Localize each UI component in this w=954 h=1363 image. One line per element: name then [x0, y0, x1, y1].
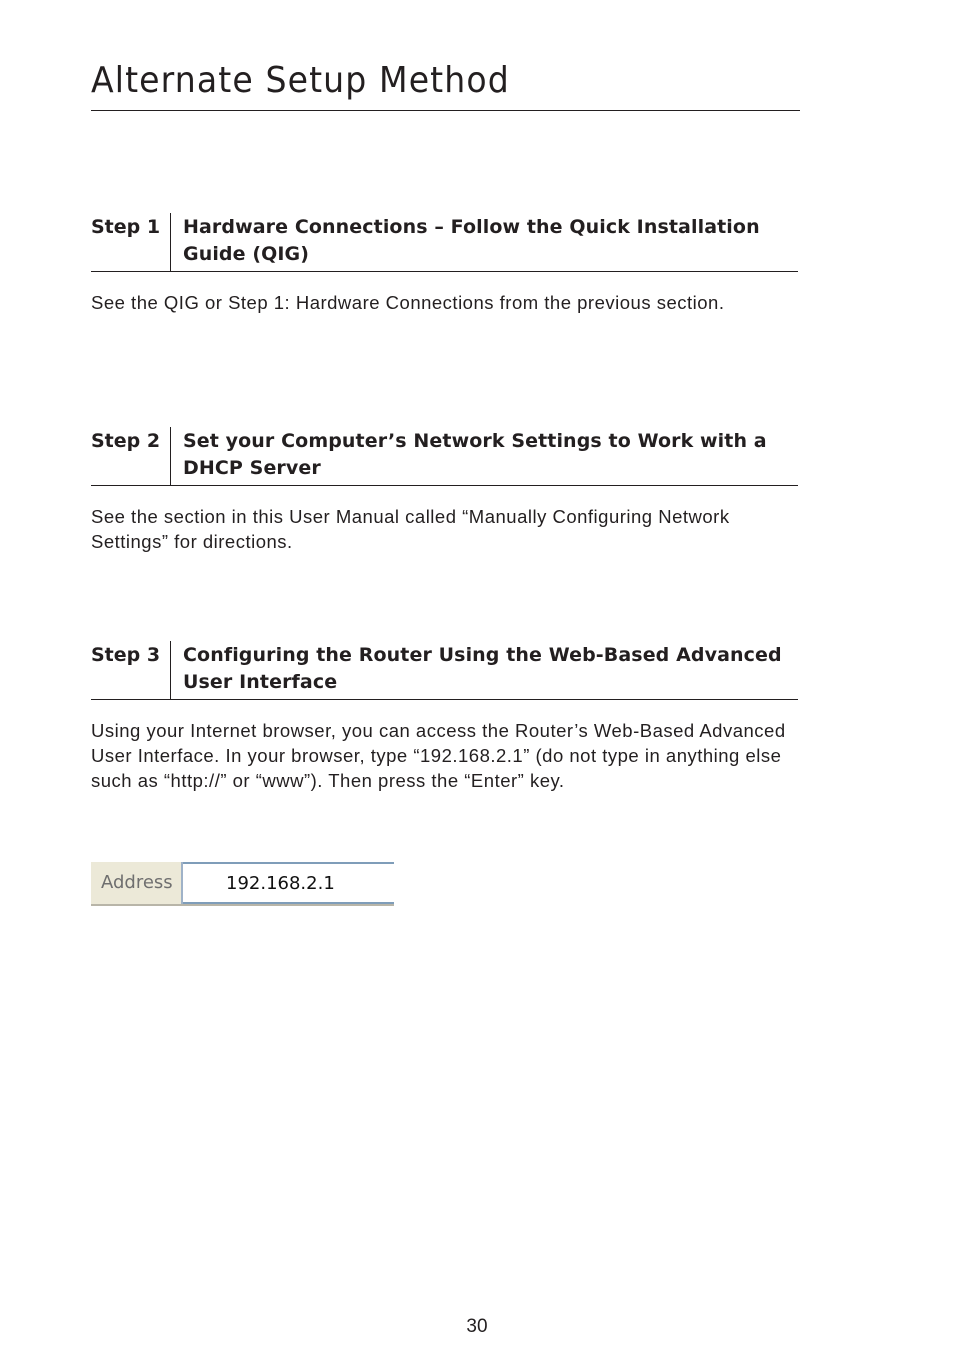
- step-1-body: See the QIG or Step 1: Hardware Connections from the previous section.: [91, 292, 725, 313]
- page-number: 30: [466, 1316, 488, 1337]
- step-3-body: Using your Internet browser, you can access the Router’s Web-Based Advanced User Interface. In your browser, type “192.168.2.1” (do not type in anything else such as “http://” or “www”). Then press the “Enter” key.: [91, 720, 786, 791]
- step-3-title: Configuring the Router Using the Web-Based Advanced User Interface: [183, 644, 782, 693]
- step-2-body: See the section in this User Manual called “Manually Configuring Network Settings” for directions.: [91, 506, 730, 552]
- title-rule: [91, 110, 800, 111]
- address-label: Address: [91, 862, 183, 904]
- address-bar: [91, 862, 394, 906]
- step-3-header: [91, 641, 798, 700]
- page-title: Alternate Setup Method: [91, 60, 510, 101]
- step-1-label: Step 1: [91, 216, 161, 238]
- step-3: [91, 641, 798, 793]
- step-2-title: Set your Computer’s Network Settings to Work with a DHCP Server: [183, 430, 767, 479]
- step-2-header: [91, 427, 798, 486]
- step-2-label: Step 2: [91, 430, 161, 452]
- step-2: [91, 427, 798, 554]
- step-3-label: Step 3: [91, 644, 161, 666]
- step-1-header: [91, 213, 798, 272]
- step-1: [91, 213, 798, 315]
- address-input[interactable]: 192.168.2.1: [183, 862, 394, 904]
- step-1-title: Hardware Connections – Follow the Quick Installation Guide (QIG): [183, 216, 760, 265]
